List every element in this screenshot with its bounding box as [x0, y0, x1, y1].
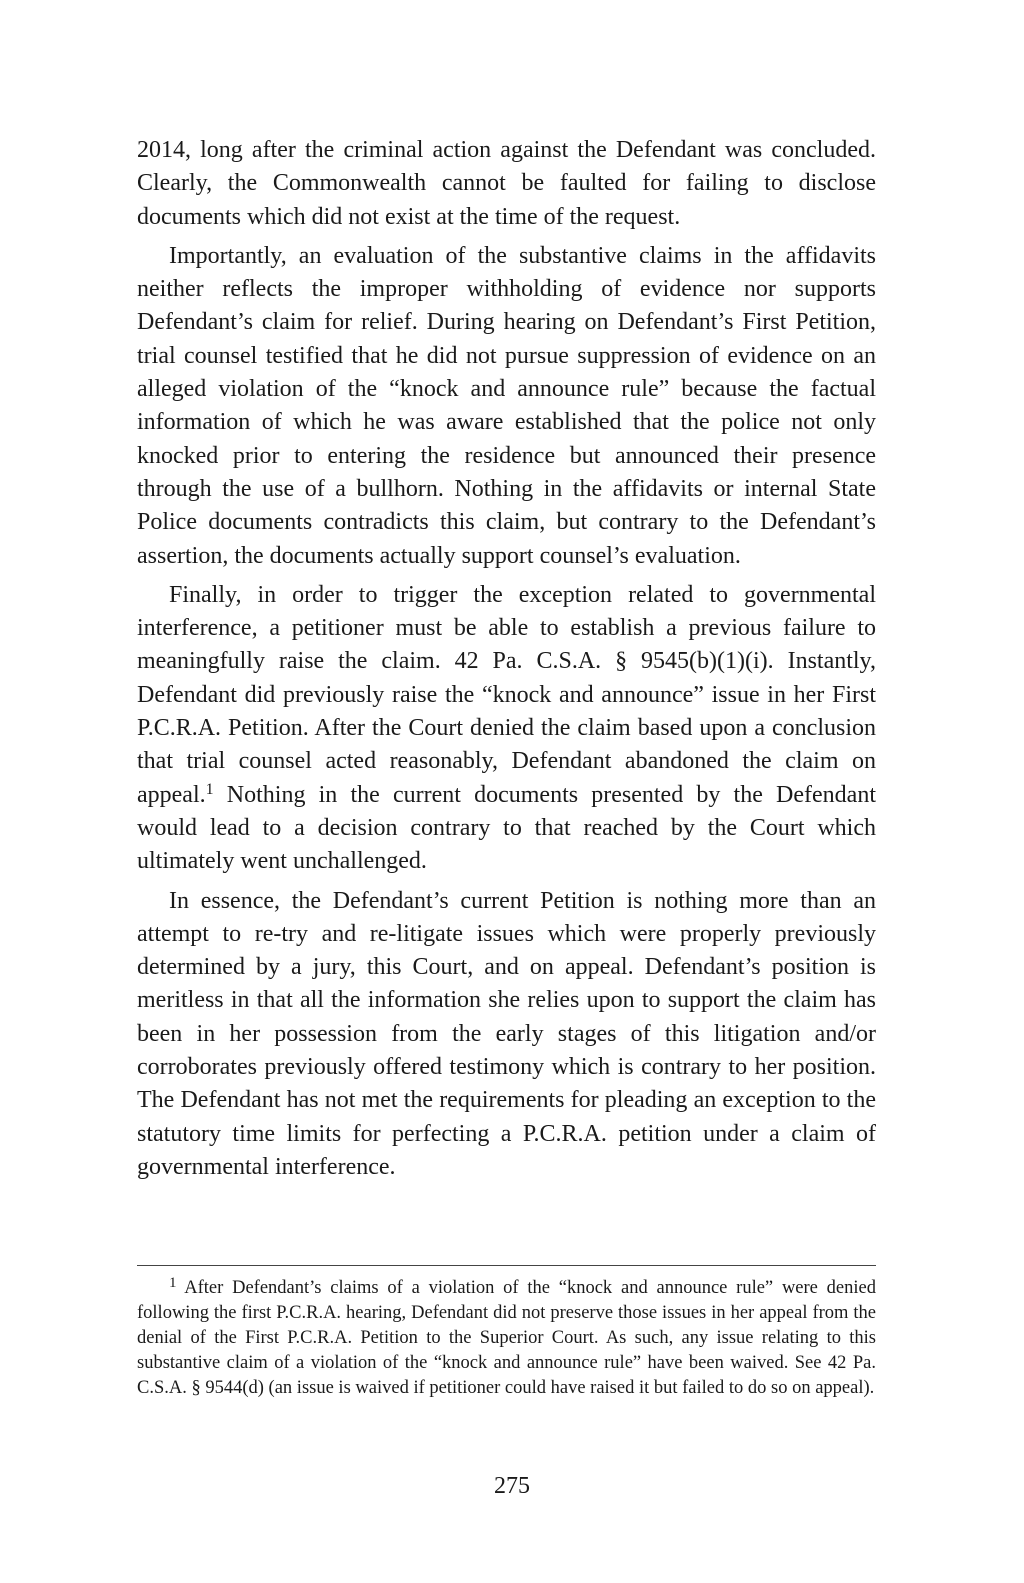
footnote-1-text: After Defendant’s claims of a violation of the “knock and announce rule” were denied following the first P.C.R.A. hearing, Defendant did not preserve those issues in her appeal from the denial of the First P.C.R.A. Petition to the Superior Court. As such, any issue relating to this substantive claim of a violation of the “knock and announce rule” have been waived. See 42 Pa. C.S.A. § 9544(d) (an issue is waived if petitioner could have raised it but failed to do so on appeal). — [137, 1278, 876, 1398]
footnote-divider — [137, 1265, 876, 1266]
footnote-1 — [137, 1276, 876, 1401]
paragraph-2: Importantly, an evaluation of the substantive claims in the affidavits neither reflects the improper withholding of evidence nor supports Defendant’s claim for relief. During hearing on Defendant’s First Petition, trial counsel testified that he did not pursue suppression of evidence on an alleged violation of the “knock and announce rule” because the factual information of which he was aware established that the police not only knocked prior to entering the residence but announced their presence through the use of a bullhorn. Nothing in the affidavits or internal State Police documents contradicts this claim, but contrary to the Defendant’s assertion, the documents actually support counsel’s evaluation. — [137, 242, 876, 569]
paragraph-4: In essence, the Defendant’s current Petition is nothing more than an attempt to re-try and re-litigate issues which were properly previously determined by a jury, this Court, and on appeal. Defendant’s position is meritless in that all the information she relies upon to support the claim has been in her possession from the early stages of this litigation and/or corroborates previously offered testimony which is contrary to her position. The Defendant has not met the requirements for pleading an exception to the statutory time limits for perfecting a P.C.R.A. petition under a claim of governmental interference. — [137, 887, 876, 1180]
paragraph-1: 2014, long after the criminal action against the Defendant was concluded. Clearly, the Commonwealth cannot be faulted for failing to disclose documents which did not exist at the time of the request. — [137, 137, 876, 230]
paragraph-3 — [137, 579, 876, 879]
footnotes-section — [137, 1276, 876, 1401]
page-number: 275 — [494, 1473, 530, 1499]
footnote-reference-1[interactable]: 1 — [205, 780, 214, 798]
paragraph-3-text-after: Nothing in the current documents presented by the Defendant would lead to a decision contrary to that reached by the Court which ultimately went unchallenged. — [137, 781, 876, 875]
document-body — [137, 134, 876, 1190]
paragraph-3-text-before: Finally, in order to trigger the exception related to governmental interference, a petitioner must be able to establish a previous failure to meaningfully raise the claim. 42 Pa. C.S.A. § 9545(b)(1)(i). Instantly, Defendant did previously raise the “knock and announce” issue in her First P.C.R.A. Petition. After the Court denied the claim based upon a conclusion that trial counsel acted reasonably, Defendant abandoned the claim on appeal. — [137, 581, 876, 808]
footnote-1-marker: 1 — [169, 1275, 177, 1291]
